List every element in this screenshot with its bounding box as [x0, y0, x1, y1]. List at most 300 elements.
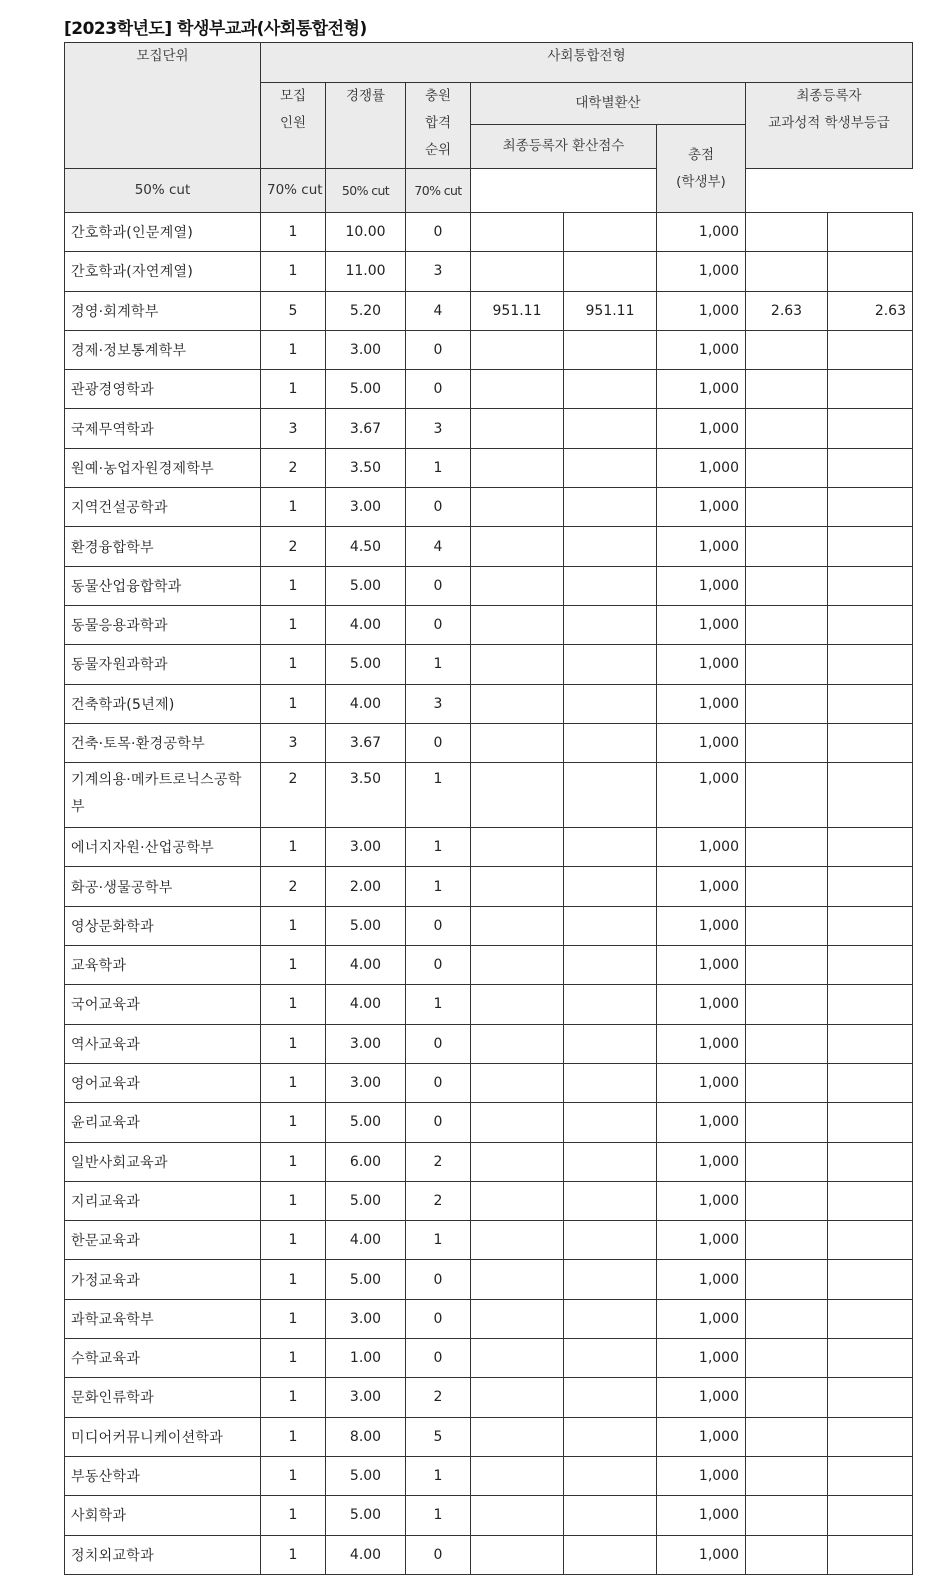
quota-cell: 3	[261, 409, 326, 448]
total-score-cell: 1,000	[657, 906, 746, 945]
table-row	[65, 370, 913, 409]
grade-cut50-cell	[746, 330, 828, 369]
grade-cut70-cell	[828, 566, 913, 605]
quota-cell: 1	[261, 1024, 326, 1063]
table-row	[65, 1456, 913, 1495]
department-name: 수학교육과	[65, 1339, 261, 1378]
total-score-cell: 1,000	[657, 1339, 746, 1378]
competition-cell: 4.00	[326, 1221, 406, 1260]
waitlist-cell: 4	[406, 291, 471, 330]
score-cut70-cell	[564, 566, 657, 605]
table-row	[65, 1378, 913, 1417]
department-name: 원예·농업자원경제학부	[65, 448, 261, 487]
grade-cut70-cell	[828, 1456, 913, 1495]
quota-cell: 1	[261, 1221, 326, 1260]
quota-cell: 1	[261, 946, 326, 985]
quota-cell: 1	[261, 1535, 326, 1574]
score-cut50-cell	[471, 605, 564, 644]
grade-cut70-cell	[828, 946, 913, 985]
score-cut70-cell: 951.11	[564, 291, 657, 330]
total-score-cell: 1,000	[657, 985, 746, 1024]
quota-cell: 1	[261, 488, 326, 527]
department-name: 환경융합학부	[65, 527, 261, 566]
score-cut70-cell	[564, 1063, 657, 1102]
waitlist-cell: 0	[406, 1260, 471, 1299]
department-name: 영어교육과	[65, 1063, 261, 1102]
total-score-cell: 1,000	[657, 867, 746, 906]
grade-cut70-cell	[828, 645, 913, 684]
score-cut70-cell	[564, 946, 657, 985]
table-row	[65, 291, 913, 330]
quota-cell: 2	[261, 527, 326, 566]
grade-cut70-cell	[828, 1417, 913, 1456]
total-score-cell: 1,000	[657, 1103, 746, 1142]
competition-cell: 4.50	[326, 527, 406, 566]
score-cut70-cell	[564, 828, 657, 867]
quota-cell: 2	[261, 448, 326, 487]
score-cut50-cell	[471, 1417, 564, 1456]
score-cut70-cell	[564, 1103, 657, 1142]
score-cut50-cell	[471, 1221, 564, 1260]
table-row	[65, 1142, 913, 1181]
waitlist-cell: 0	[406, 1299, 471, 1338]
table-row	[65, 645, 913, 684]
grade-cut50-cell	[746, 1496, 828, 1535]
grade-cut50-cell	[746, 867, 828, 906]
competition-cell: 11.00	[326, 252, 406, 291]
grade-cut70-cell	[828, 1339, 913, 1378]
total-score-cell: 1,000	[657, 1378, 746, 1417]
total-score-cell: 1,000	[657, 252, 746, 291]
competition-cell: 4.00	[326, 684, 406, 723]
grade-cut70-cell	[828, 1535, 913, 1574]
grade-cut50-cell: 2.63	[746, 291, 828, 330]
score-cut50-cell	[471, 1142, 564, 1181]
table-row	[65, 828, 913, 867]
competition-cell: 5.00	[326, 645, 406, 684]
table-row	[65, 1024, 913, 1063]
table-row	[65, 1260, 913, 1299]
header-score-cut-70: 70% cut	[261, 169, 326, 213]
score-cut50-cell	[471, 1103, 564, 1142]
grade-cut50-cell	[746, 1260, 828, 1299]
department-name: 과학교육학부	[65, 1299, 261, 1338]
total-score-cell: 1,000	[657, 370, 746, 409]
score-cut70-cell	[564, 763, 657, 828]
department-name: 국제무역학과	[65, 409, 261, 448]
department-name: 역사교육과	[65, 1024, 261, 1063]
department-name: 동물응용과학과	[65, 605, 261, 644]
score-cut50-cell	[471, 527, 564, 566]
waitlist-cell: 3	[406, 684, 471, 723]
header-quota: 모집 인원	[261, 83, 326, 169]
total-score-cell: 1,000	[657, 1456, 746, 1495]
competition-cell: 5.20	[326, 291, 406, 330]
table-row	[65, 409, 913, 448]
grade-cut50-cell	[746, 488, 828, 527]
competition-cell: 6.00	[326, 1142, 406, 1181]
competition-cell: 3.00	[326, 1024, 406, 1063]
waitlist-cell: 5	[406, 1417, 471, 1456]
quota-cell: 1	[261, 370, 326, 409]
department-name: 관광경영학과	[65, 370, 261, 409]
page-title: [2023학년도] 학생부교과(사회통합전형)	[64, 19, 367, 39]
total-score-cell: 1,000	[657, 409, 746, 448]
grade-cut50-cell	[746, 763, 828, 828]
score-cut70-cell	[564, 645, 657, 684]
score-cut70-cell	[564, 1024, 657, 1063]
waitlist-cell: 1	[406, 1496, 471, 1535]
score-cut50-cell	[471, 566, 564, 605]
department-name: 간호학과(자연계열)	[65, 252, 261, 291]
total-score-cell: 1,000	[657, 645, 746, 684]
total-score-cell: 1,000	[657, 1063, 746, 1102]
total-score-cell: 1,000	[657, 1024, 746, 1063]
competition-cell: 5.00	[326, 370, 406, 409]
score-cut70-cell	[564, 1378, 657, 1417]
score-cut70-cell	[564, 1260, 657, 1299]
competition-cell: 3.50	[326, 763, 406, 828]
score-cut50-cell	[471, 828, 564, 867]
department-name: 교육학과	[65, 946, 261, 985]
score-cut50-cell	[471, 1260, 564, 1299]
score-cut70-cell	[564, 330, 657, 369]
department-name: 기계의용·메카트로닉스공학부	[65, 763, 261, 828]
score-cut70-cell	[564, 684, 657, 723]
table-row	[65, 1339, 913, 1378]
waitlist-cell: 0	[406, 370, 471, 409]
score-cut50-cell	[471, 763, 564, 828]
quota-cell: 1	[261, 1417, 326, 1456]
competition-cell: 2.00	[326, 867, 406, 906]
quota-cell: 1	[261, 645, 326, 684]
table-row	[65, 906, 913, 945]
grade-cut50-cell	[746, 828, 828, 867]
quota-cell: 5	[261, 291, 326, 330]
competition-cell: 3.67	[326, 723, 406, 762]
score-cut70-cell	[564, 1299, 657, 1338]
table-row	[65, 252, 913, 291]
grade-cut70-cell	[828, 1378, 913, 1417]
grade-cut70-cell	[828, 1221, 913, 1260]
competition-cell: 5.00	[326, 1496, 406, 1535]
total-score-cell: 1,000	[657, 828, 746, 867]
waitlist-cell: 0	[406, 213, 471, 252]
header-score-cut-50: 50% cut	[65, 169, 261, 213]
competition-cell: 3.00	[326, 488, 406, 527]
waitlist-cell: 0	[406, 566, 471, 605]
quota-cell: 2	[261, 763, 326, 828]
grade-cut70-cell	[828, 1103, 913, 1142]
total-score-cell: 1,000	[657, 723, 746, 762]
table-row	[65, 684, 913, 723]
header-grade-cut-50: 50% cut	[326, 169, 406, 213]
table-row	[65, 330, 913, 369]
department-name: 일반사회교육과	[65, 1142, 261, 1181]
grade-cut70-cell	[828, 1181, 913, 1220]
department-name: 건축·토목·환경공학부	[65, 723, 261, 762]
quota-cell: 1	[261, 684, 326, 723]
competition-cell: 3.00	[326, 1299, 406, 1338]
score-cut70-cell	[564, 906, 657, 945]
grade-cut70-cell	[828, 1024, 913, 1063]
grade-cut70-cell	[828, 527, 913, 566]
grade-cut50-cell	[746, 213, 828, 252]
quota-cell: 1	[261, 1142, 326, 1181]
waitlist-cell: 0	[406, 605, 471, 644]
grade-cut50-cell	[746, 723, 828, 762]
grade-cut50-cell	[746, 1456, 828, 1495]
competition-cell: 10.00	[326, 213, 406, 252]
grade-cut50-cell	[746, 370, 828, 409]
header-university-conversion: 대학별환산	[471, 83, 746, 125]
waitlist-cell: 0	[406, 906, 471, 945]
total-score-cell: 1,000	[657, 946, 746, 985]
grade-cut70-cell	[828, 1496, 913, 1535]
table-row	[65, 1496, 913, 1535]
score-cut50-cell	[471, 867, 564, 906]
grade-cut70-cell	[828, 1299, 913, 1338]
score-cut50-cell	[471, 906, 564, 945]
department-name: 에너지자원·산업공학부	[65, 828, 261, 867]
department-name: 건축학과(5년제)	[65, 684, 261, 723]
score-cut50-cell	[471, 684, 564, 723]
table-row	[65, 1535, 913, 1574]
table-row	[65, 985, 913, 1024]
quota-cell: 1	[261, 1181, 326, 1220]
waitlist-cell: 1	[406, 867, 471, 906]
grade-cut50-cell	[746, 1299, 828, 1338]
grade-cut50-cell	[746, 645, 828, 684]
score-cut50-cell: 951.11	[471, 291, 564, 330]
table-row	[65, 723, 913, 762]
header-social-integration: 사회통합전형	[261, 43, 913, 83]
quota-cell: 1	[261, 828, 326, 867]
table-row	[65, 527, 913, 566]
score-cut50-cell	[471, 645, 564, 684]
department-name: 가정교육과	[65, 1260, 261, 1299]
score-cut70-cell	[564, 488, 657, 527]
waitlist-cell: 0	[406, 330, 471, 369]
grade-cut50-cell	[746, 605, 828, 644]
competition-cell: 5.00	[326, 1260, 406, 1299]
table-row	[65, 605, 913, 644]
score-cut70-cell	[564, 1339, 657, 1378]
score-cut70-cell	[564, 1456, 657, 1495]
score-cut50-cell	[471, 985, 564, 1024]
waitlist-cell: 1	[406, 763, 471, 828]
waitlist-cell: 0	[406, 723, 471, 762]
score-cut70-cell	[564, 605, 657, 644]
waitlist-cell: 0	[406, 1339, 471, 1378]
score-cut70-cell	[564, 527, 657, 566]
competition-cell: 3.00	[326, 330, 406, 369]
table-body	[65, 213, 913, 1575]
quota-cell: 3	[261, 723, 326, 762]
total-score-cell: 1,000	[657, 1299, 746, 1338]
header-waitlist-rank: 충원 합격 순위	[406, 83, 471, 169]
total-score-cell: 1,000	[657, 605, 746, 644]
grade-cut50-cell	[746, 1142, 828, 1181]
table-row	[65, 566, 913, 605]
grade-cut50-cell	[746, 1339, 828, 1378]
competition-cell: 3.50	[326, 448, 406, 487]
table-row	[65, 1417, 913, 1456]
grade-cut70-cell	[828, 330, 913, 369]
waitlist-cell: 1	[406, 645, 471, 684]
competition-cell: 4.00	[326, 1535, 406, 1574]
table-row	[65, 488, 913, 527]
score-cut50-cell	[471, 409, 564, 448]
total-score-cell: 1,000	[657, 1535, 746, 1574]
waitlist-cell: 0	[406, 1535, 471, 1574]
table-row	[65, 448, 913, 487]
department-name: 지리교육과	[65, 1181, 261, 1220]
grade-cut70-cell	[828, 213, 913, 252]
header-grade-cut-70: 70% cut	[406, 169, 471, 213]
department-name: 사회학과	[65, 1496, 261, 1535]
grade-cut50-cell	[746, 448, 828, 487]
quota-cell: 1	[261, 1456, 326, 1495]
grade-cut70-cell: 2.63	[828, 291, 913, 330]
waitlist-cell: 0	[406, 946, 471, 985]
waitlist-cell: 3	[406, 252, 471, 291]
grade-cut70-cell	[828, 723, 913, 762]
quota-cell: 1	[261, 252, 326, 291]
quota-cell: 1	[261, 330, 326, 369]
waitlist-cell: 1	[406, 1456, 471, 1495]
department-name: 영상문화학과	[65, 906, 261, 945]
table-row	[65, 1299, 913, 1338]
grade-cut70-cell	[828, 409, 913, 448]
waitlist-cell: 0	[406, 488, 471, 527]
score-cut50-cell	[471, 1378, 564, 1417]
grade-cut70-cell	[828, 985, 913, 1024]
waitlist-cell: 1	[406, 828, 471, 867]
score-cut70-cell	[564, 213, 657, 252]
table-row	[65, 946, 913, 985]
grade-cut70-cell	[828, 684, 913, 723]
competition-cell: 5.00	[326, 1103, 406, 1142]
quota-cell: 1	[261, 1378, 326, 1417]
quota-cell: 1	[261, 566, 326, 605]
quota-cell: 1	[261, 1339, 326, 1378]
grade-cut70-cell	[828, 252, 913, 291]
total-score-cell: 1,000	[657, 1181, 746, 1220]
grade-cut70-cell	[828, 828, 913, 867]
total-score-cell: 1,000	[657, 1221, 746, 1260]
grade-cut50-cell	[746, 252, 828, 291]
grade-cut50-cell	[746, 946, 828, 985]
grade-cut50-cell	[746, 1378, 828, 1417]
waitlist-cell: 4	[406, 527, 471, 566]
grade-cut50-cell	[746, 1181, 828, 1220]
waitlist-cell: 1	[406, 1221, 471, 1260]
quota-cell: 1	[261, 1103, 326, 1142]
grade-cut70-cell	[828, 448, 913, 487]
competition-cell: 5.00	[326, 1456, 406, 1495]
department-name: 경영·회계학부	[65, 291, 261, 330]
grade-cut50-cell	[746, 906, 828, 945]
waitlist-cell: 2	[406, 1181, 471, 1220]
department-name: 문화인류학과	[65, 1378, 261, 1417]
total-score-cell: 1,000	[657, 213, 746, 252]
competition-cell: 3.00	[326, 1378, 406, 1417]
competition-cell: 5.00	[326, 906, 406, 945]
total-score-cell: 1,000	[657, 330, 746, 369]
quota-cell: 1	[261, 1299, 326, 1338]
score-cut70-cell	[564, 1417, 657, 1456]
grade-cut50-cell	[746, 566, 828, 605]
waitlist-cell: 1	[406, 985, 471, 1024]
quota-cell: 1	[261, 1496, 326, 1535]
total-score-cell: 1,000	[657, 291, 746, 330]
score-cut50-cell	[471, 1496, 564, 1535]
department-name: 미디어커뮤니케이션학과	[65, 1417, 261, 1456]
department-name: 동물자원과학과	[65, 645, 261, 684]
score-cut50-cell	[471, 252, 564, 291]
department-name: 지역건설공학과	[65, 488, 261, 527]
header-total-score: 총점 (학생부)	[657, 125, 746, 213]
score-cut70-cell	[564, 985, 657, 1024]
grade-cut50-cell	[746, 527, 828, 566]
score-cut50-cell	[471, 1456, 564, 1495]
total-score-cell: 1,000	[657, 1417, 746, 1456]
score-cut70-cell	[564, 1181, 657, 1220]
score-cut70-cell	[564, 1496, 657, 1535]
score-cut50-cell	[471, 488, 564, 527]
header-final-conversion-score: 최종등록자 환산점수	[471, 125, 657, 169]
score-cut50-cell	[471, 1535, 564, 1574]
score-cut70-cell	[564, 448, 657, 487]
table-row	[65, 1063, 913, 1102]
score-cut70-cell	[564, 252, 657, 291]
competition-cell: 3.00	[326, 1063, 406, 1102]
score-cut70-cell	[564, 723, 657, 762]
grade-cut50-cell	[746, 684, 828, 723]
competition-cell: 1.00	[326, 1339, 406, 1378]
competition-cell: 8.00	[326, 1417, 406, 1456]
admission-results-table	[64, 42, 913, 1575]
grade-cut50-cell	[746, 1103, 828, 1142]
waitlist-cell: 0	[406, 1024, 471, 1063]
header-final-registrant-grade: 최종등록자 교과성적 학생부등급	[746, 83, 913, 169]
table-row	[65, 213, 913, 252]
grade-cut70-cell	[828, 605, 913, 644]
grade-cut50-cell	[746, 409, 828, 448]
total-score-cell: 1,000	[657, 527, 746, 566]
quota-cell: 1	[261, 906, 326, 945]
score-cut50-cell	[471, 1339, 564, 1378]
grade-cut50-cell	[746, 1024, 828, 1063]
score-cut70-cell	[564, 867, 657, 906]
score-cut50-cell	[471, 723, 564, 762]
score-cut50-cell	[471, 330, 564, 369]
score-cut50-cell	[471, 448, 564, 487]
total-score-cell: 1,000	[657, 566, 746, 605]
quota-cell: 1	[261, 985, 326, 1024]
department-name: 정치외교학과	[65, 1535, 261, 1574]
waitlist-cell: 1	[406, 448, 471, 487]
grade-cut70-cell	[828, 488, 913, 527]
department-name: 국어교육과	[65, 985, 261, 1024]
score-cut70-cell	[564, 1221, 657, 1260]
score-cut70-cell	[564, 1535, 657, 1574]
table-header	[65, 43, 913, 213]
department-name: 윤리교육과	[65, 1103, 261, 1142]
table-row	[65, 1181, 913, 1220]
score-cut70-cell	[564, 409, 657, 448]
